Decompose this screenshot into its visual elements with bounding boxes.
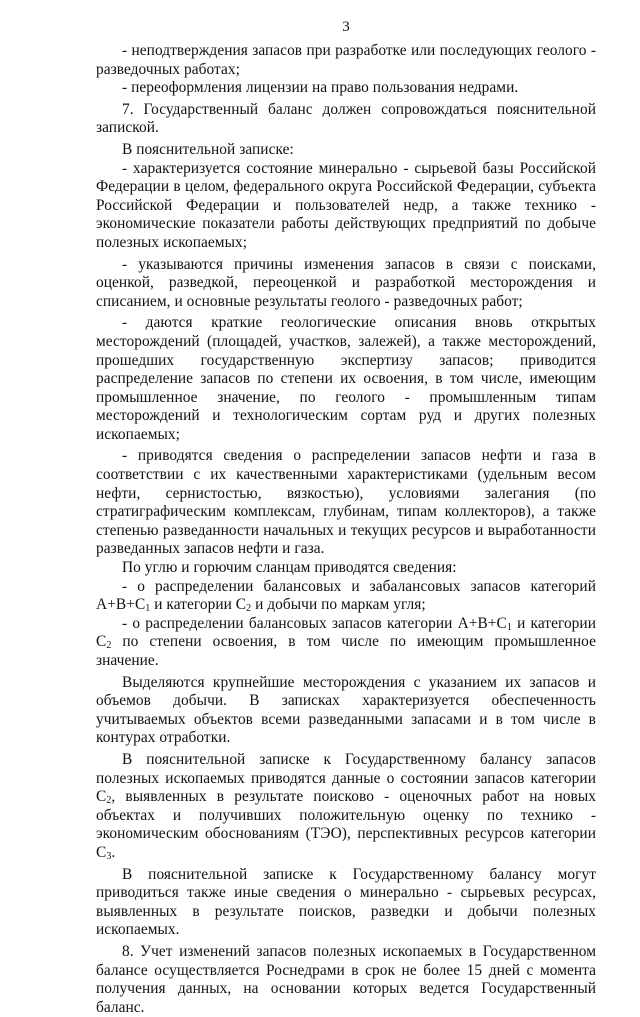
text-run: по степени освоения, в том числе по имеющим промышленное значение. — [96, 633, 596, 669]
paragraph: По углю и горючим сланцам приводятся сведения: — [122, 559, 457, 577]
paragraph: Выделяются крупнейшие месторождения с указанием их запасов и объемов добычи. В записках характеризуется обеспеченность учитываемых объектов всеми разведанными запасами и в том числе в контурах отработки. — [96, 673, 596, 747]
subscript: 2 — [246, 603, 252, 615]
subscript: 1 — [145, 603, 151, 615]
paragraph: - указываются причины изменения запасов в связи с поисками, оценкой, разведкой, переоценкой и разработкой месторождения и списанием, и основные результаты геолого - разведочных работ; — [96, 255, 596, 310]
text-run: В пояснительной записке к Государственному балансу запасов полезных ископаемых приводятся данные о состоянии запасов категории С — [96, 750, 596, 806]
text-run: и категории С — [96, 614, 597, 651]
text-run: и добычи по маркам угля; — [251, 596, 426, 614]
paragraph — [96, 751, 596, 863]
subscript: 1 — [506, 621, 512, 633]
paragraph: - характеризуется состояние минерально - сырьевой базы Российской Федерации в целом, федерального округа Российской Федерации, субъекта Российской Федерации и пользователей недр, а также технико - экономические показатели работы действующих предприятий по добыче полезных ископаемых; — [96, 159, 596, 251]
paragraph: - приводятся сведения о распределении запасов нефти и газа в соответствии с их качественными характеристиками (удельным весом нефти, сернистостью, вязкостью), условиями залегания (по стратиграфическим комплексам, глубинам, типам коллекторов), а также степенью разведанности начальных и текущих ресурсов и выработанности разведанных запасов нефти и газа. — [96, 447, 596, 558]
paragraph: - переоформления лицензии на право пользования недрами. — [122, 79, 519, 97]
paragraph: В пояснительной записке к Государственному балансу могут приводиться также иные сведения о минерально - сырьевых ресурсах, выявленных в результате поисков, разведки и добычи полезных ископаемых. — [96, 865, 596, 939]
subscript: 2 — [106, 795, 112, 807]
paragraph: 7. Государственный баланс должен сопровождаться пояснительной запиской. — [96, 100, 596, 137]
text-run: , выявленных в результате поисково - оценочных работ на новых объектах и получивших положительную оценку по технико - экономическим обоснованиям (ТЭО), перспективных ресурсов категории С — [96, 788, 596, 861]
subscript: 3 — [106, 850, 112, 862]
text-run: - о распределении балансовых и забалансовых запасов категорий А+В+С — [96, 577, 596, 614]
page-number: 3 — [342, 19, 350, 35]
paragraph — [96, 578, 596, 615]
paragraph: - даются краткие геологические описания вновь открытых месторождений (площадей, участков, залежей), а также месторождений, прошедших государственную экспертизу запасов; приводится распределение запасов по степени их освоения, в том числе, имеющим промышленное значение, по геолого - промышленным типам месторождений и технологическим сортам руд и других полезных ископаемых; — [96, 314, 596, 443]
text-run: . — [111, 843, 116, 861]
paragraph — [96, 615, 596, 671]
body-text — [96, 42, 596, 1017]
text-run: - о распределении балансовых запасов категории А+В+С — [122, 614, 507, 632]
subscript: 2 — [106, 640, 112, 652]
text-run: и категории С — [150, 596, 247, 614]
paragraph: - неподтверждения запасов при разработке или последующих геолого - разведочных работах; — [96, 42, 596, 78]
paragraph: В пояснительной записке: — [122, 140, 294, 158]
paragraph: 8. Учет изменений запасов полезных ископаемых в Государственном балансе осуществляется Роснедрами в срок не более 15 дней с момента получения данных, на основании которых ведется Государственный баланс. — [96, 942, 596, 1016]
